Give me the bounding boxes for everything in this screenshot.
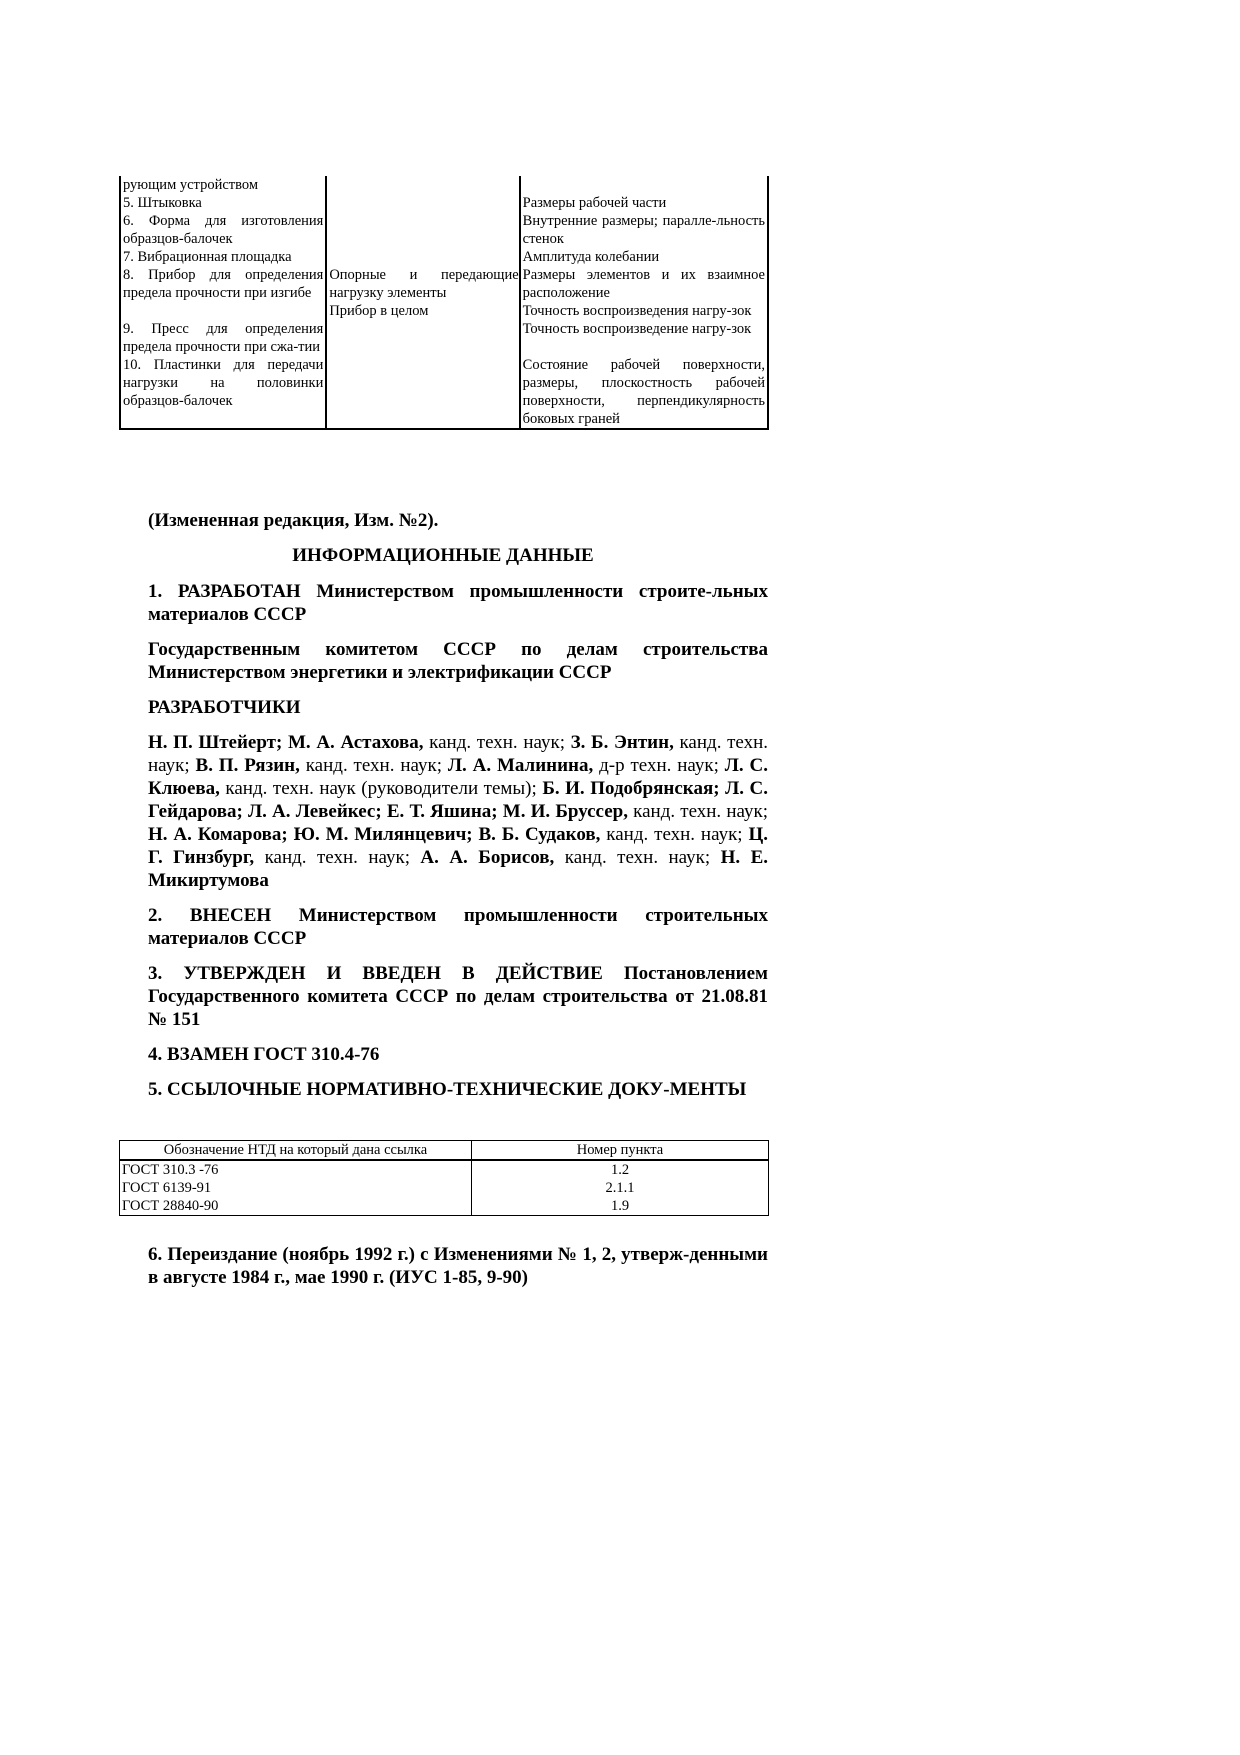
approved-by: 3. УТВЕРЖДЕН И ВВЕДЕН В ДЕЙСТВИЕ Постановлением Государственного комитета СССР по делам строительства от 21.08.81 № 151: [148, 963, 768, 1030]
developer-name: Ц. Г. Гинзбург,: [148, 824, 768, 868]
developer-name: Н. А. Комарова; Ю. М. Милянцевич; В. Б. Судаков,: [148, 824, 601, 845]
table-cell: рующим устройством: [120, 176, 326, 194]
degree: д-р техн. наук;: [593, 755, 725, 776]
equipment-table: [119, 176, 769, 430]
table-cell: Размеры элементов и их взаимное расположение: [520, 266, 768, 302]
info-heading: ИНФОРМАЦИОННЫЕ ДАННЫЕ: [292, 545, 594, 566]
table-cell: [326, 212, 519, 248]
table-cell: 1.2: [472, 1160, 769, 1179]
table-cell: [326, 248, 519, 266]
table-cell: Точность воспроизведения нагру-зок: [520, 302, 768, 320]
table-row: [120, 1197, 769, 1216]
table-cell: 1.9: [472, 1197, 769, 1216]
degree: канд. техн. наук;: [254, 847, 421, 868]
table-cell: Опорные и передающие нагрузку элементы: [326, 266, 519, 302]
table-row: [120, 248, 768, 266]
references-heading: 5. ССЫЛОЧНЫЕ НОРМАТИВНО-ТЕХНИЧЕСКИЕ ДОКУ-МЕНТЫ: [148, 1079, 747, 1100]
table-cell: ГОСТ 6139-91: [120, 1179, 472, 1197]
table-cell: Состояние рабочей поверхности, размеры, плоскостность рабочей поверхности, перпендикулярность боковых граней: [520, 356, 768, 429]
table-row: [120, 212, 768, 248]
developed-by-committee: Государственным комитетом СССР по делам строительства Министерством энергетики и электрификации СССР: [148, 639, 768, 683]
table-cell: [120, 302, 326, 320]
table-row: [120, 266, 768, 302]
references-table: [119, 1140, 769, 1216]
table-row: [120, 176, 768, 194]
table-cell: ГОСТ 28840-90: [120, 1197, 472, 1216]
table-cell: [326, 356, 519, 429]
degree: канд. техн. наук;: [423, 732, 571, 753]
degree: канд. техн. наук;: [148, 732, 768, 776]
developer-name: Л. А. Малинина,: [447, 755, 594, 776]
developer-name: Б. И. Подобрянская; Л. С. Гейдарова; Л. А. Левейкес; Е. Т. Яшина; М. И. Бруссер,: [148, 778, 768, 822]
degree: канд. техн. наук;: [554, 847, 721, 868]
developer-name: Н. П. Штейерт; М. А. Астахова,: [148, 732, 424, 753]
table-cell: 7. Вибрационная площадка: [120, 248, 326, 266]
table-cell: [520, 176, 768, 194]
table-cell: 5. Штыковка: [120, 194, 326, 212]
table-cell: 9. Пресс для определения предела прочности при сжа-тии: [120, 320, 326, 356]
developer-name: Н. Е. Микиртумова: [148, 847, 769, 891]
table-cell: [326, 176, 519, 194]
submitted-by: 2. ВНЕСЕН Министерством промышленности строительных материалов СССР: [148, 905, 768, 949]
degree: канд. техн. наук;: [627, 801, 768, 822]
table-cell: [326, 194, 519, 212]
table-row: [120, 356, 768, 429]
degree: канд. техн. наук;: [299, 755, 448, 776]
degree: канд. техн. наук (руководители темы);: [219, 778, 543, 799]
developer-name: Л. С. Клюева,: [148, 755, 768, 799]
developer-name: В. П. Рязин,: [195, 755, 300, 776]
table-cell: 8. Прибор для определения предела прочности при изгибе: [120, 266, 326, 302]
reissue-note: 6. Переиздание (ноябрь 1992 г.) с Изменениями № 1, 2, утверж-денными в августе 1984 г., мае 1990 г. (ИУС 1-85, 9-90): [148, 1244, 768, 1288]
table-row: [120, 302, 768, 320]
developers-list: [148, 731, 768, 892]
column-header: Обозначение НТД на который дана ссылка: [120, 1141, 472, 1161]
table-cell: Прибор в целом: [326, 302, 519, 320]
developer-name: А. А. Борисов,: [420, 847, 555, 868]
replaces: 4. ВЗАМЕН ГОСТ 310.4-76: [148, 1044, 380, 1065]
table-cell: 2.1.1: [472, 1179, 769, 1197]
table-cell: Точность воспроизведение нагру-зок: [520, 320, 768, 356]
column-header: Номер пункта: [472, 1141, 769, 1161]
developed-by: 1. РАЗРАБОТАН Министерством промышленности строите-льных материалов СССР: [148, 581, 768, 625]
table-row: [120, 1179, 769, 1197]
info-section: [148, 580, 768, 1113]
table-cell: ГОСТ 310.3 -76: [120, 1160, 472, 1179]
table-cell: Амплитуда колебании: [520, 248, 768, 266]
table-row: [120, 194, 768, 212]
table-cell: 6. Форма для изготовления образцов-балочек: [120, 212, 326, 248]
degree: канд. техн. наук;: [600, 824, 749, 845]
table-header-row: [120, 1141, 769, 1161]
amendment-note: (Измененная редакция, Изм. №2).: [148, 510, 439, 531]
developer-name: З. Б. Энтин,: [570, 732, 674, 753]
table-cell: [326, 320, 519, 356]
table-cell: 10. Пластинки для передачи нагрузки на половинки образцов-балочек: [120, 356, 326, 429]
table-row: [120, 320, 768, 356]
developers-heading: РАЗРАБОТЧИКИ: [148, 697, 301, 718]
table-cell: Внутренние размеры; паралле-льность стенок: [520, 212, 768, 248]
table-row: [120, 1160, 769, 1179]
table-cell: Размеры рабочей части: [520, 194, 768, 212]
